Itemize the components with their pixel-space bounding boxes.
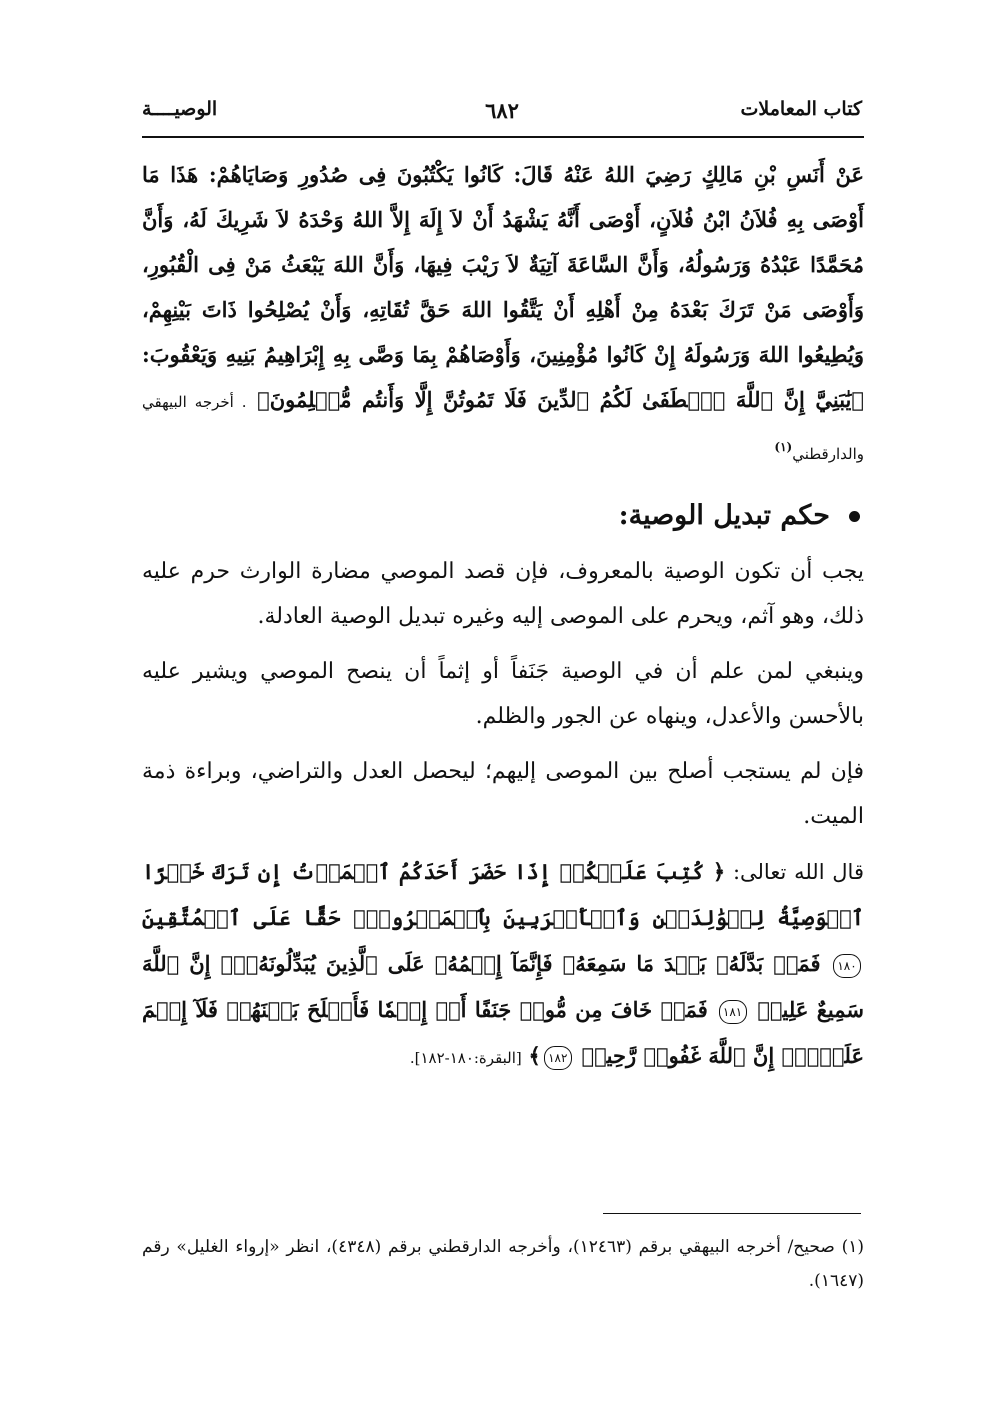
hadith-quran-quote: ﴿يَٰبَنِيَّ إِنَّ ٱللَّهَ ٱصۡطَفَىٰ لَكُمُ ٱلدِّينَ فَلَا تَمُوتُنَّ إِلَّا وَأَنتُم مُّسۡلِمُونَ﴾ xyxy=(257,387,864,412)
verse-number-181: ١٨١ xyxy=(719,1000,747,1024)
section-heading-row xyxy=(142,493,864,539)
hadith-paragraph xyxy=(142,152,864,477)
footnote-1: (١) صحيح/ أخرجه البيهقي برقم (١٢٤٦٣)، وأخرجه الدارقطني برقم (٤٣٤٨)، انظر «إرواء الغليل» رقم (١٦٤٧). xyxy=(142,1237,865,1291)
chapter-title: الوصيــــة xyxy=(142,98,218,120)
quran-passage xyxy=(142,849,864,1081)
quran-verse-181: فَمَنۢ بَدَّلَهُۥ بَعۡدَ مَا سَمِعَهُۥ فَإِنَّمَآ إِثۡمُهُۥ عَلَى ٱلَّذِينَ يُبَدِّلُونَهُۥٓۚ إِنَّ ٱللَّهَ سَمِيعٌ عَلِيمٞ xyxy=(142,951,864,1022)
paragraph-1: يجب أن تكون الوصية بالمعروف، فإن قصد الموصي مضارة الوارث حرم عليه ذلك، وهو آثم، ويحرم على الموصى إليه وغيره تبديل الوصية العادلة. xyxy=(142,559,864,629)
verse-number-180: ١٨٠ xyxy=(833,954,861,978)
quran-intro: قال الله تعالى: xyxy=(732,860,864,884)
footnote-marker: (١) xyxy=(774,440,793,454)
quran-verse-180: ﴿ كُتِبَ عَلَيۡكُمۡ إِذَا حَضَرَ أَحَدَكُمُ ٱلۡمَوۡتُ إِن تَرَكَ خَيۡرًا ٱلۡوَصِيَّةُ لِلۡوَٰلِدَيۡنِ وَٱلۡأَقۡرَبِينَ بِٱلۡمَعۡرُوفِۖ حَقًّا عَلَى ٱلۡمُتَّقِينَ xyxy=(142,859,864,930)
running-header xyxy=(142,98,862,132)
header-rule xyxy=(142,136,864,138)
paragraph-2: وينبغي لمن علم أن في الوصية جَنَفاً أو إثماً أن ينصح الموصي ويشير عليه بالأحسن والأعدل، وينهاه عن الجور والظلم. xyxy=(142,659,864,729)
page-number: ٦٨٢ xyxy=(485,98,519,123)
quran-verse-182: فَمَنۡ خَافَ مِن مُّوصٖ جَنَفًا أَوۡ إِثۡمٗا فَأَصۡلَحَ بَيۡنَهُمۡ فَلَآ إِثۡمَ عَلَيۡهِۚ إِنَّ ٱللَّهَ غَفُورٞ رَّحِيمٞ xyxy=(142,997,864,1068)
verse-number-182: ١٨٢ xyxy=(544,1046,572,1070)
footnote-rule xyxy=(603,1213,861,1214)
section-heading: حكم تبديل الوصية: xyxy=(618,500,830,531)
bullet-icon xyxy=(849,511,860,522)
hadith-text: عَنْ أَنَسِ بْنِ مَالِكٍ رَضِيَ اللهُ عَنْهُ قَالَ: كَانُوا يَكْتُبُونَ فِى صُدُورِ وَصَايَاهُمْ: هَذَا مَا أَوْصَى بِهِ فُلاَنُ ابْنُ فُلاَنٍ، أَوْصَى أَنَّهُ يَشْهَدُ أَنْ لاَ إِلَهَ إِلاَّ اللهُ وَحْدَهُ لاَ شَرِيكَ لَهُ، وَأَنَّ مُحَمَّدًا عَبْدُهُ وَرَسُولُهُ، وَأَنَّ السَّاعَةَ آتِيَةٌ لاَ رَيْبَ فِيهَا، وَأَنَّ اللهَ يَبْعَثُ مَنْ فِى الْقُبُورِ، وَأَوْصَى مَنْ تَرَكَ بَعْدَهُ مِنْ أَهْلِهِ أَنْ يَتَّقُوا اللهَ حَقَّ تُقَاتِهِ، وَأَنْ يُصْلِحُوا ذَاتَ بَيْنِهِمْ، وَيُطِيعُوا اللهَ وَرَسُولَهُ إِنْ كَانُوا مُؤْمِنِينَ، وَأَوْصَاهُمْ بِمَا وَصَّى بِهِ إِبْرَاهِيمُ بَنِيهِ وَيَعْقُوبَ: xyxy=(142,162,864,367)
paragraph-3: فإن لم يستجب أصلح بين الموصى إليهم؛ ليحصل العدل والتراضي، وبراءة ذمة الميت. xyxy=(142,759,864,829)
quran-closing-bracket: ﴾ xyxy=(528,1043,541,1068)
main-text xyxy=(142,152,864,1081)
quran-reference: [البقرة:١٨٠-١٨٢]. xyxy=(409,1049,522,1067)
footnotes xyxy=(142,1230,864,1298)
book-title: كتاب المعاملات xyxy=(740,98,862,120)
hadith-source: . أخرجه البيهقي والدارقطني xyxy=(142,393,864,463)
